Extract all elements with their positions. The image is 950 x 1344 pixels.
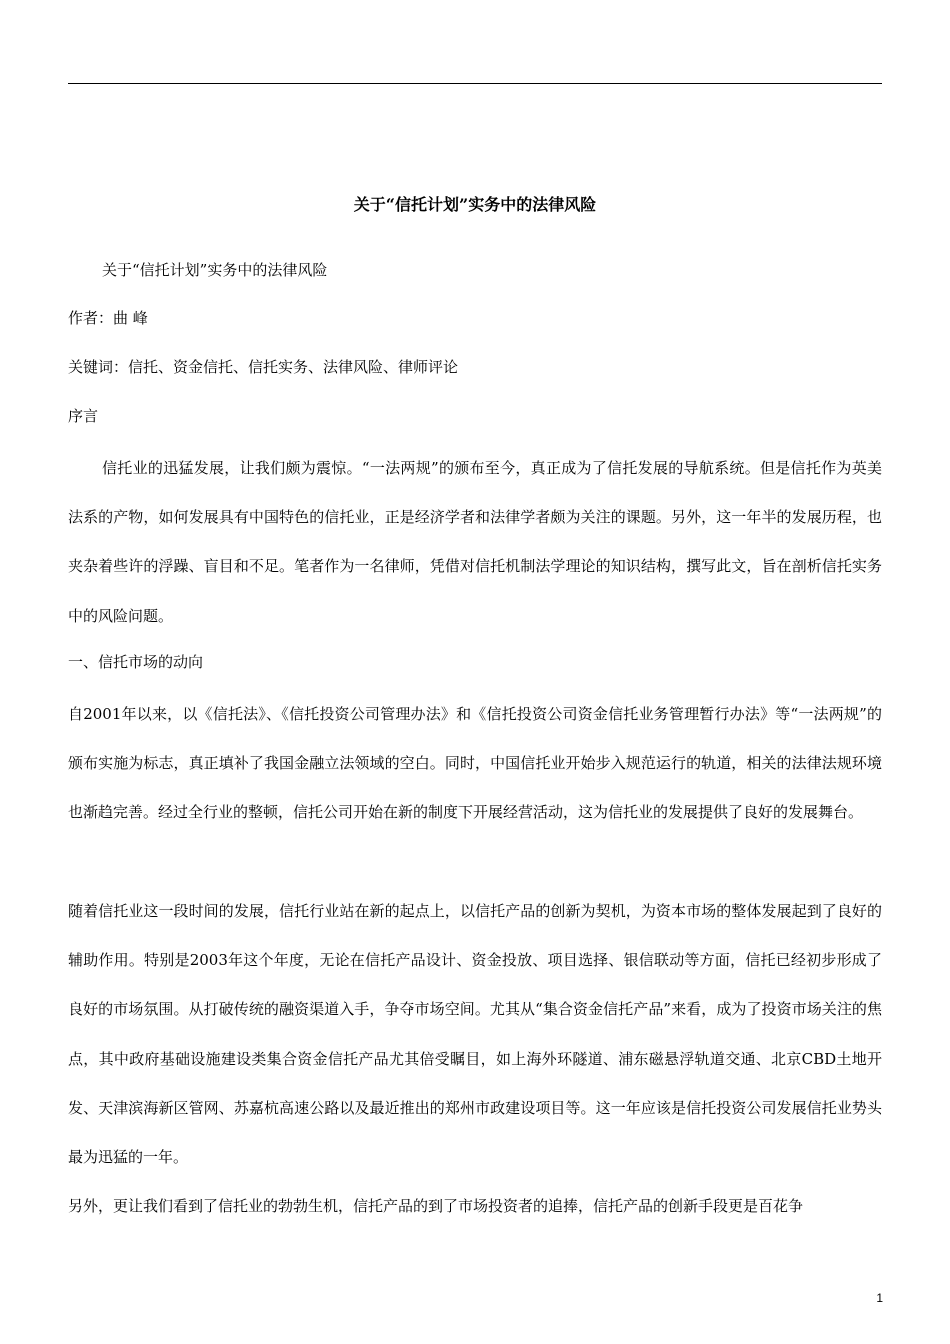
document-title: 关于“信托计划”实务中的法律风险 [353,195,597,214]
preface-paragraph: 信托业的迅猛发展，让我们颇为震惊。“一法两规”的颁布至今，真正成为了信托发展的导航系统。但是信托作为英美法系的产物，如何发展具有中国特色的信托业，正是经济学者和法律学者颇为关注的课题。另外，这一年半的发展历程，也夹杂着些许的浮躁、盲目和不足。笔者作为一名律师，凭借对信托机制法学理论的知识结构，撰写此文，旨在剖析信托实务中的风险问题。 [68,459,882,625]
author-line: 作者：曲 峰 [68,309,148,327]
section-heading: 一、信托市场的动向 [68,653,204,671]
document-subtitle: 关于“信托计划”实务中的法律风险 [102,261,328,279]
body-paragraph: 自2001年以来，以《信托法》、《信托投资公司管理办法》和《信托投资公司资金信托业务管理暂行办法》等“一法两规”的颁布实施为标志，真正填补了我国金融立法领域的空白。同时，中国信托业开始步入规范运行的轨道，相关的法律法规环境也渐趋完善。经过全行业的整顿，信托公司开始在新的制度下开展经营活动，这为信托业的发展提供了良好的发展舞台。 [68,705,882,822]
body-paragraph: 另外，更让我们看到了信托业的勃勃生机，信托产品的到了市场投资者的追捧，信托产品的创新手段更是百花争 [68,1197,804,1215]
page-number: 1 [876,1291,883,1305]
body-paragraph: 随着信托业这一段时间的发展，信托行业站在新的起点上，以信托产品的创新为契机，为资本市场的整体发展起到了良好的辅助作用。特别是2003年这个年度，无论在信托产品设计、资金投放、项目选择、银信联动等方面，信托已经初步形成了良好的市场氛围。从打破传统的融资渠道入手，争夺市场空间。尤其从“集合资金信托产品”来看，成为了投资市场关注的焦点，其中政府基础设施建设类集合资金信托产品尤其倍受瞩目，如上海外环隧道、浦东磁悬浮轨道交通、北京CBD土地开发、天津滨海新区管网、苏嘉杭高速公路以及最近推出的郑州市政建设项目等。这一年应该是信托投资公司发展信托业势头最为迅猛的一年。 [68,902,882,1167]
header-rule [68,83,882,84]
keywords-line: 关键词：信托、资金信托、信托实务、法律风险、律师评论 [68,358,459,376]
preface-heading: 序言 [68,407,99,425]
